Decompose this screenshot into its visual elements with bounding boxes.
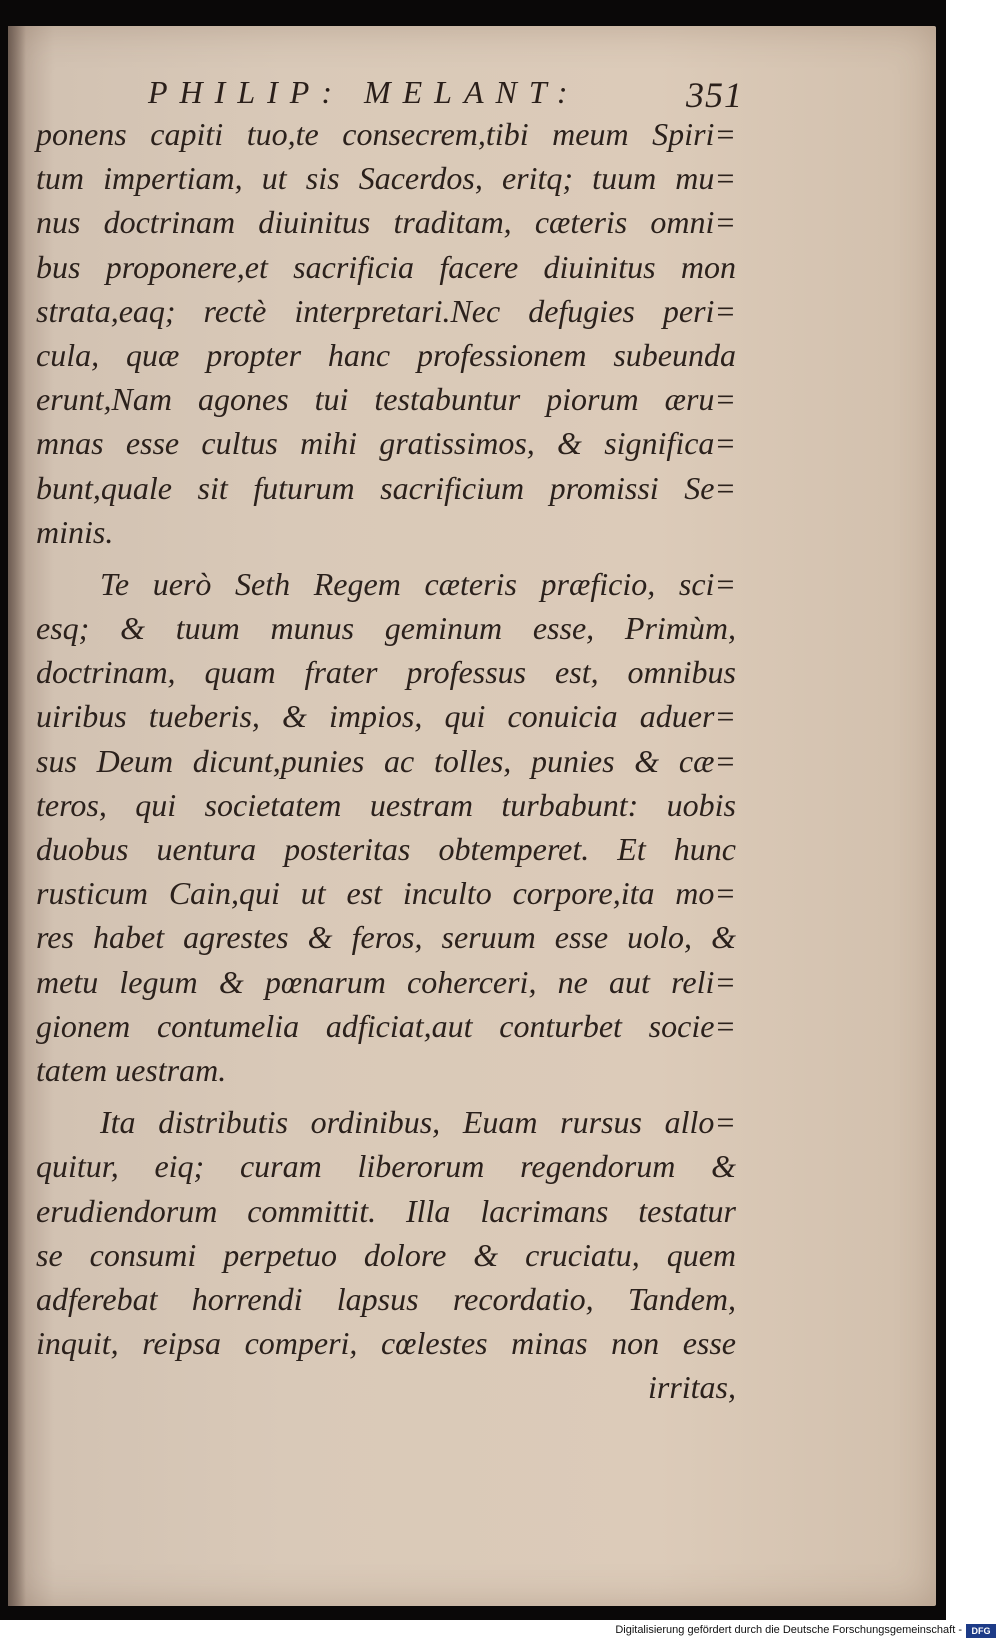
text-line: minis. bbox=[36, 513, 114, 550]
text-line: mnas esse cultus mihi gratissimos, & significa= bbox=[36, 425, 736, 462]
text-line: rusticum Cain,qui ut est inculto corpore,ita mo= bbox=[36, 875, 736, 912]
text-line: nus doctrinam diuinitus traditam, cæteris omni= bbox=[36, 204, 736, 241]
text-line: uiribus tueberis, & impios, qui conuicia aduer= bbox=[36, 698, 736, 735]
text-line: cula, quæ propter hanc professionem subeunda bbox=[36, 336, 736, 373]
text-line: adferebat horrendi lapsus recordatio, Tandem, bbox=[36, 1280, 736, 1317]
text-line: erudiendorum committit. Illa lacrimans testatur bbox=[36, 1192, 736, 1229]
text-line: ponens capiti tuo,te consecrem,tibi meum Spiri= bbox=[36, 116, 736, 152]
text-line: bus proponere,et sacrificia facere diuinitus mon bbox=[36, 248, 736, 285]
page-number: 351 bbox=[686, 75, 743, 115]
text-line: quitur, eiq; curam liberorum regendorum & bbox=[36, 1148, 736, 1185]
text-line: res habet agrestes & feros, seruum esse uolo, & bbox=[36, 919, 736, 956]
catchword: irritas, bbox=[647, 1369, 736, 1406]
text-line: doctrinam, quam frater professus est, omnibus bbox=[36, 654, 736, 691]
text-line: tum impertiam, ut sis Sacerdos, eritq; tuum mu= bbox=[36, 160, 736, 197]
text-line: teros, qui societatem uestram turbabunt: uobis bbox=[36, 786, 736, 823]
text-line: gionem contumelia adficiat,aut conturbet socie= bbox=[36, 1007, 736, 1044]
text-line: duobus uentura posteritas obtemperet. Et hunc bbox=[36, 831, 736, 867]
text-line: bunt,quale sit futurum sacrificium promissi Se= bbox=[36, 469, 736, 506]
paragraph-start-line: Te uerò Seth Regem cæteris præficio, sci= bbox=[100, 565, 736, 602]
text-line: strata,eaq; rectè interpretari.Nec defugies peri= bbox=[36, 292, 736, 329]
paragraph-start-line: Ita distributis ordinibus, Euam rursus allo= bbox=[100, 1104, 736, 1141]
text-line: metu legum & pœnarum coherceri, ne aut reli= bbox=[36, 963, 736, 1000]
text-line: inquit, reipsa comperi, cœlestes minas non esse bbox=[36, 1325, 736, 1362]
text-line: tatem uestram. bbox=[36, 1051, 227, 1088]
text-line: erunt,Nam agones tui testabuntur piorum æru= bbox=[36, 381, 736, 418]
page-header bbox=[148, 74, 748, 114]
digitization-credit: Digitalisierung gefördert durch die Deutsche Forschungsgemeinschaft - bbox=[615, 1624, 962, 1636]
text-line: se consumi perpetuo dolore & cruciatu, quem bbox=[36, 1236, 736, 1273]
dfg-logo: DFG bbox=[966, 1624, 996, 1638]
text-line: esq; & tuum munus geminum esse, Primùm, bbox=[36, 610, 736, 647]
running-title: PHILIP: MELANT: bbox=[148, 74, 580, 110]
text-line: sus Deum dicunt,punies ac tolles, punies & cæ= bbox=[36, 742, 736, 779]
body-text bbox=[36, 112, 736, 1409]
page-gutter-shadow bbox=[8, 26, 26, 1606]
